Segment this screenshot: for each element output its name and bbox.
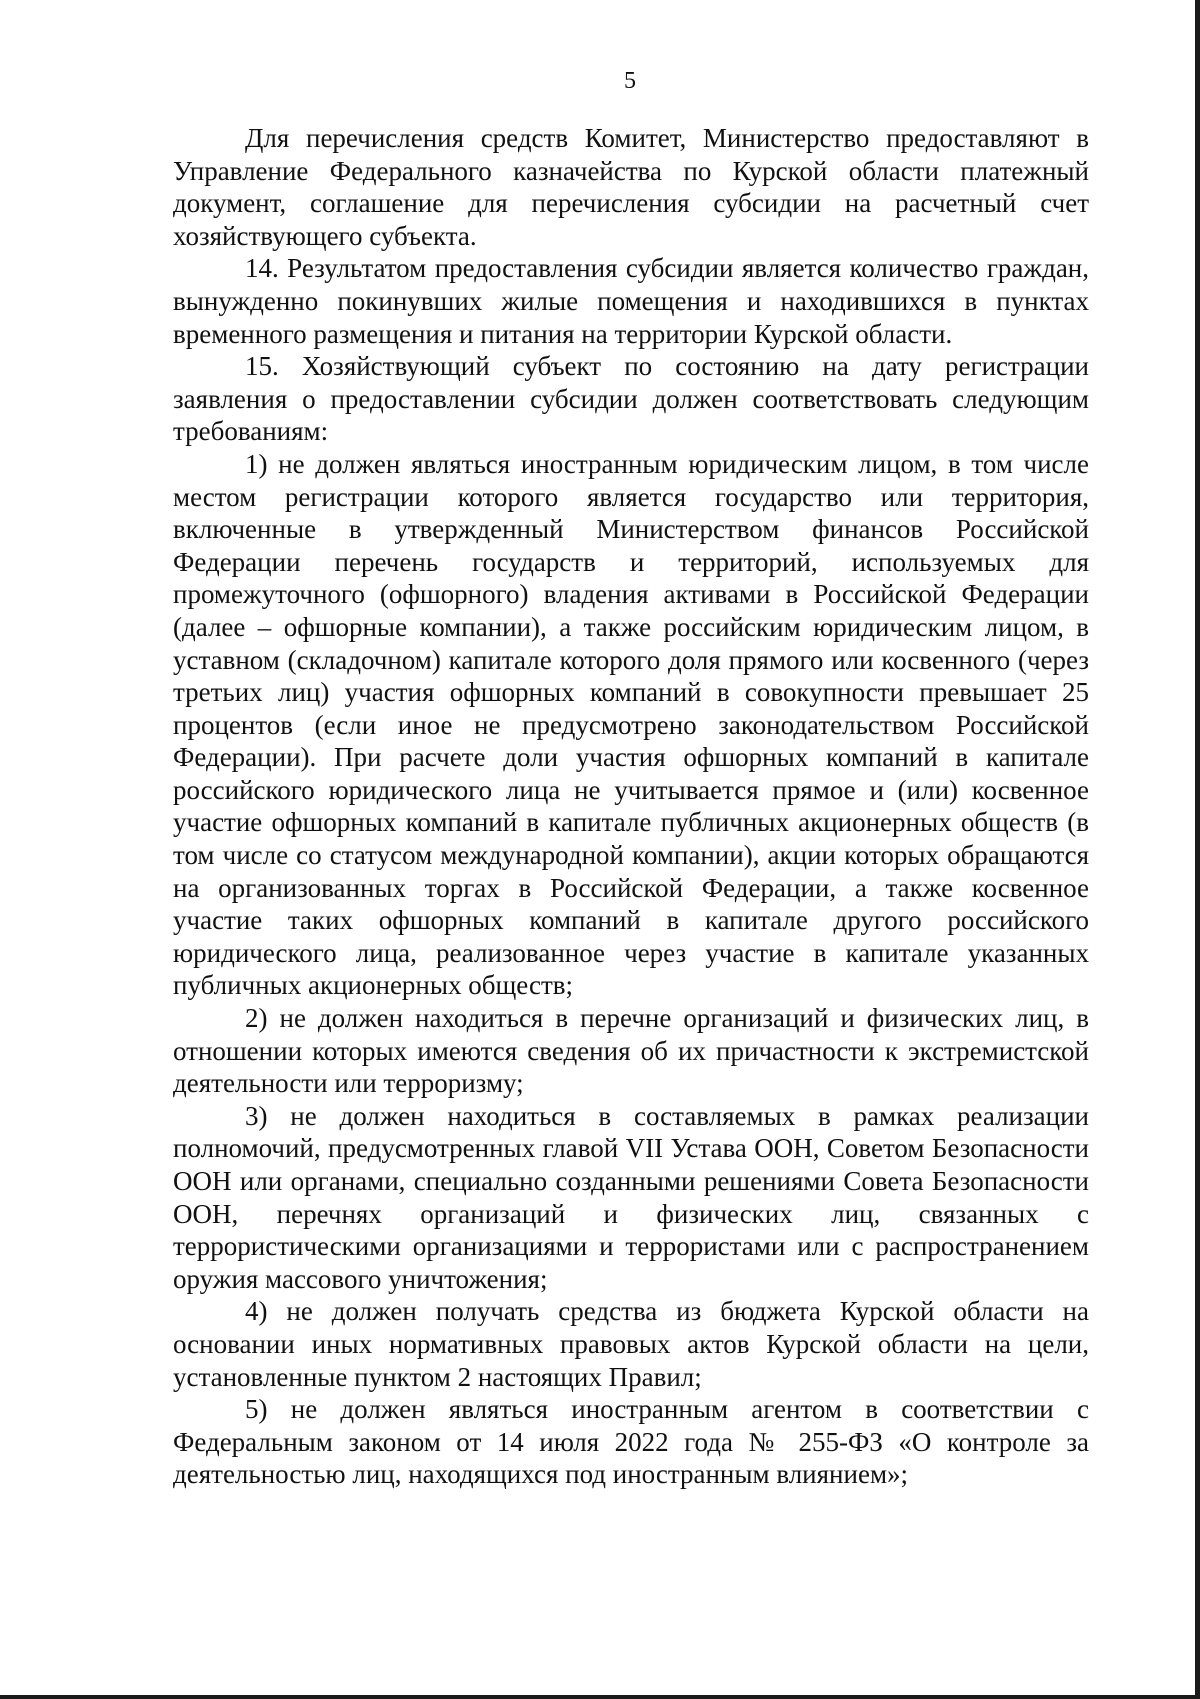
paragraph-item-15-requirements: 15. Хозяйствующий субъект по состоянию на дату регистрации заявления о предоставлении субсидии должен соответствовать следующим требованиям: xyxy=(173,351,1089,447)
page-edge-bottom xyxy=(0,1695,1200,1699)
paragraph-requirement-1-offshore: 1) не должен являться иностранным юридическим лицом, в том числе местом регистрации которого является государство или территория, включенные в утвержденный Министерством финансов Российской Федерации перечень государств и территорий, используемых для промежуточного (офшорного) владения активами в Российской Федерации (далее – офшорные компании), а также российским юридическим лицом, в уставном (складочном) капитале которого доля прямого или косвенного (через третьих лиц) участия офшорных компаний в совокупности превышает 25 процентов (если иное не предусмотрено законодательством Российской Федерации). При расчете доли участия офшорных компаний в капитале российского юридического лица не учитывается прямое и (или) косвенное участие офшорных компаний в капитале публичных акционерных обществ (в том числе со статусом международной компании), акции которых обращаются на организованных торгах в Российской Федерации, а также косвенное участие таких офшорных компаний в капитале другого российского юридического лица, реализованное через участие в капитале указанных публичных акционерных обществ; xyxy=(173,448,1089,1001)
paragraph-requirement-5-foreign-agent: 5) не должен являться иностранным агентом в соответствии с Федеральным законом от 14 июля 2022 года № 255-ФЗ «О контроле за деятельностью лиц, находящихся под иностранным влиянием»; xyxy=(173,1394,1089,1490)
paragraph-item-14-result: 14. Результатом предоставления субсидии является количество граждан, вынужденно покинувших жилые помещения и находившихся в пунктах временного размещения и питания на территории Курской области. xyxy=(173,253,1089,349)
paragraph-requirement-2-extremism: 2) не должен находиться в перечне организаций и физических лиц, в отношении которых имеются сведения об их причастности к экстремистской деятельности или терроризму; xyxy=(173,1003,1089,1099)
paragraph-funds-transfer: Для перечисления средств Комитет, Министерство предоставляют в Управление Федерального казначейства по Курской области платежный документ, соглашение для перечисления субсидии на расчетный счет хозяйствующего субъекта. xyxy=(173,123,1089,251)
paragraph-requirement-4-budget: 4) не должен получать средства из бюджета Курской области на основании иных нормативных правовых актов Курской области на цели, установленные пунктом 2 настоящих Правил; xyxy=(173,1296,1089,1392)
page-edge-right xyxy=(1195,0,1200,1699)
page-number: 5 xyxy=(624,68,636,94)
paragraph-requirement-3-un-lists: 3) не должен находиться в составляемых в рамках реализации полномочий, предусмотренных главой VII Устава ООН, Советом Безопасности ООН или органами, специально созданными решениями Совета Безопасности ООН, перечнях организаций и физических лиц, связанных с террористическими организациями и террористами или с распространением оружия массового уничтожения; xyxy=(173,1100,1089,1294)
document-body xyxy=(173,122,1089,1491)
